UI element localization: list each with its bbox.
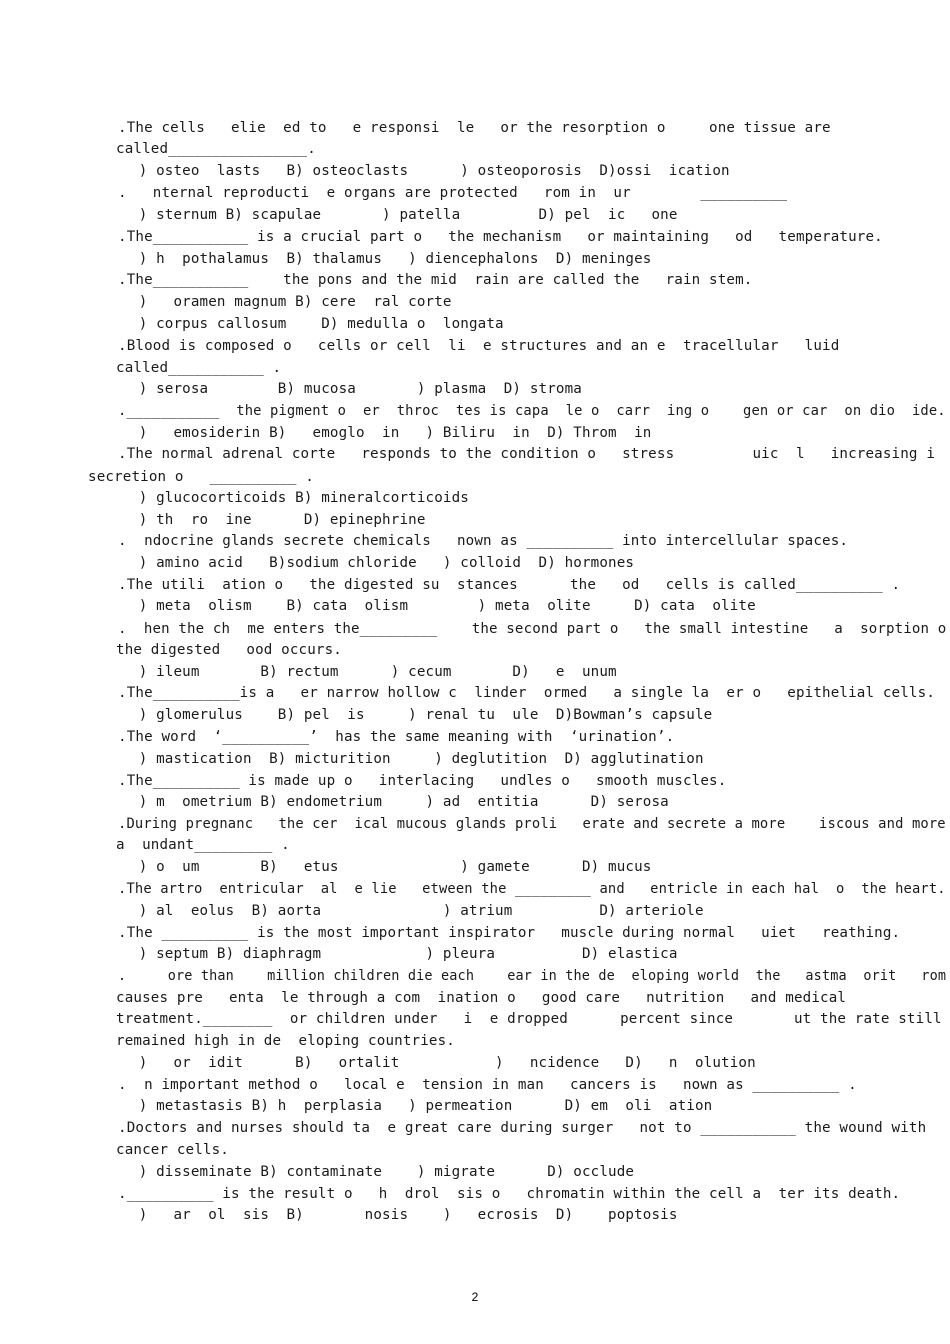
question-8-text: . ndocrine glands secrete chemicals nown as __________ into intercellular spaces. <box>118 533 849 549</box>
question-16-text: .The __________ is the most important inspirator muscle during normal uiet reathing. <box>118 925 901 941</box>
question-6-options: ) emosiderin B) emoglo in ) Biliru in D) Throm in <box>130 425 652 441</box>
question-17-text-cont-1: causes pre enta le through a com ination o good care nutrition and medical <box>116 990 847 1006</box>
question-19-text: .Doctors and nurses should ta e great care during surger not to ___________ the wound with <box>118 1120 927 1136</box>
question-17-text: . ore than million children die each ear in the de eloping world the astma orit rom <box>118 968 947 984</box>
question-19-options: ) disseminate B) contaminate ) migrate D) occlude <box>130 1164 635 1180</box>
question-10-text: . hen the ch me enters the_________ the second part o the small intestine a sorption o <box>118 621 947 637</box>
question-11-text: .The__________is a er narrow hollow c linder ormed a single la er o epithelial cells. <box>118 685 936 701</box>
question-19-text-cont: cancer cells. <box>116 1142 229 1158</box>
question-4-text: .The___________ the pons and the mid rain are called the rain stem. <box>118 272 753 288</box>
question-3-options: ) h pothalamus B) thalamus ) diencephalons D) meninges <box>130 251 652 267</box>
question-8-options: ) amino acid B)sodium chloride ) colloid D) hormones <box>130 555 635 571</box>
question-15-options: ) al eolus B) aorta ) atrium D) arteriole <box>130 903 704 919</box>
question-7-text-cont: secretion o __________ . <box>88 469 314 485</box>
question-14-text-cont: a undant_________ . <box>116 837 290 853</box>
question-17-text-cont-2: treatment.________ or children under i e dropped percent since ut the rate still <box>116 1011 942 1027</box>
question-17-options: ) or idit B) ortalit ) ncidence D) n olution <box>130 1055 756 1071</box>
question-20-text: .__________ is the result o h drol sis o chromatin within the cell a ter its death. <box>118 1186 901 1202</box>
question-5-options: ) serosa B) mucosa ) plasma D) stroma <box>130 381 582 397</box>
question-7-options-a: ) glucocorticoids B) mineralcorticoids <box>130 490 469 506</box>
question-5-text: .Blood is composed o cells or cell li e structures and an e tracellular luid <box>118 338 840 354</box>
question-10-text-cont: the digested ood occurs. <box>116 642 342 658</box>
question-6-text: .___________ the pigment o er throc tes is capa le o carr ing o gen or car on dio ide. <box>118 403 946 419</box>
question-4-options-a: ) oramen magnum B) cere ral corte <box>130 294 452 310</box>
question-11-options: ) glomerulus B) pel is ) renal tu ule D)Bowman’s capsule <box>130 707 713 723</box>
question-10-options: ) ileum B) rectum ) cecum D) e unum <box>130 664 617 680</box>
question-13-text: .The__________ is made up o interlacing undles o smooth muscles. <box>118 773 727 789</box>
question-20-options: ) ar ol sis B) nosis ) ecrosis D) poptosis <box>130 1207 678 1223</box>
question-14-options: ) o um B) etus ) gamete D) mucus <box>130 859 652 875</box>
question-7-options-b: ) th ro ine D) epinephrine <box>130 512 426 528</box>
question-5-text-cont: called___________ . <box>116 360 282 376</box>
question-16-options: ) septum B) diaphragm ) pleura D) elastica <box>130 946 678 962</box>
question-18-options: ) metastasis B) h perplasia ) permeation D) em oli ation <box>130 1098 713 1114</box>
question-18-text: . n important method o local e tension in man cancers is nown as __________ . <box>118 1077 857 1093</box>
question-4-options-b: ) corpus callosum D) medulla o longata <box>130 316 504 332</box>
question-12-options: ) mastication B) micturition ) deglutition D) agglutination <box>130 751 704 767</box>
question-1-text-cont: called________________. <box>116 141 316 157</box>
question-1-options: ) osteo lasts B) osteoclasts ) osteoporosis D)ossi ication <box>130 163 730 179</box>
question-15-text: .The artro entricular al e lie etween the _________ and entricle in each hal o the heart. <box>118 881 946 897</box>
question-9-options: ) meta olism B) cata olism ) meta olite D) cata olite <box>130 598 756 614</box>
question-13-options: ) m ometrium B) endometrium ) ad entitia D) serosa <box>130 794 669 810</box>
question-12-text: .The word ‘__________’ has the same meaning with ‘urination’. <box>118 729 675 745</box>
question-7-text: .The normal adrenal corte responds to the condition o stress uic l increasing i <box>118 446 936 462</box>
page-number: 2 <box>471 1290 479 1304</box>
question-3-text: .The___________ is a crucial part o the mechanism or maintaining od temperature. <box>118 229 883 245</box>
question-14-text: .During pregnanc the cer ical mucous glands proli erate and secrete a more iscous and more <box>118 816 946 832</box>
question-17-text-cont-3: remained high in de eloping countries. <box>116 1033 455 1049</box>
question-2-options: ) sternum B) scapulae ) patella D) pel ic one <box>130 207 678 223</box>
question-2-text: . nternal reproducti e organs are protected rom in ur __________ <box>118 185 788 201</box>
question-9-text: .The utili ation o the digested su stances the od cells is called__________ . <box>118 577 901 593</box>
question-1-text: .The cells elie ed to e responsi le or the resorption o one tissue are <box>118 120 831 136</box>
